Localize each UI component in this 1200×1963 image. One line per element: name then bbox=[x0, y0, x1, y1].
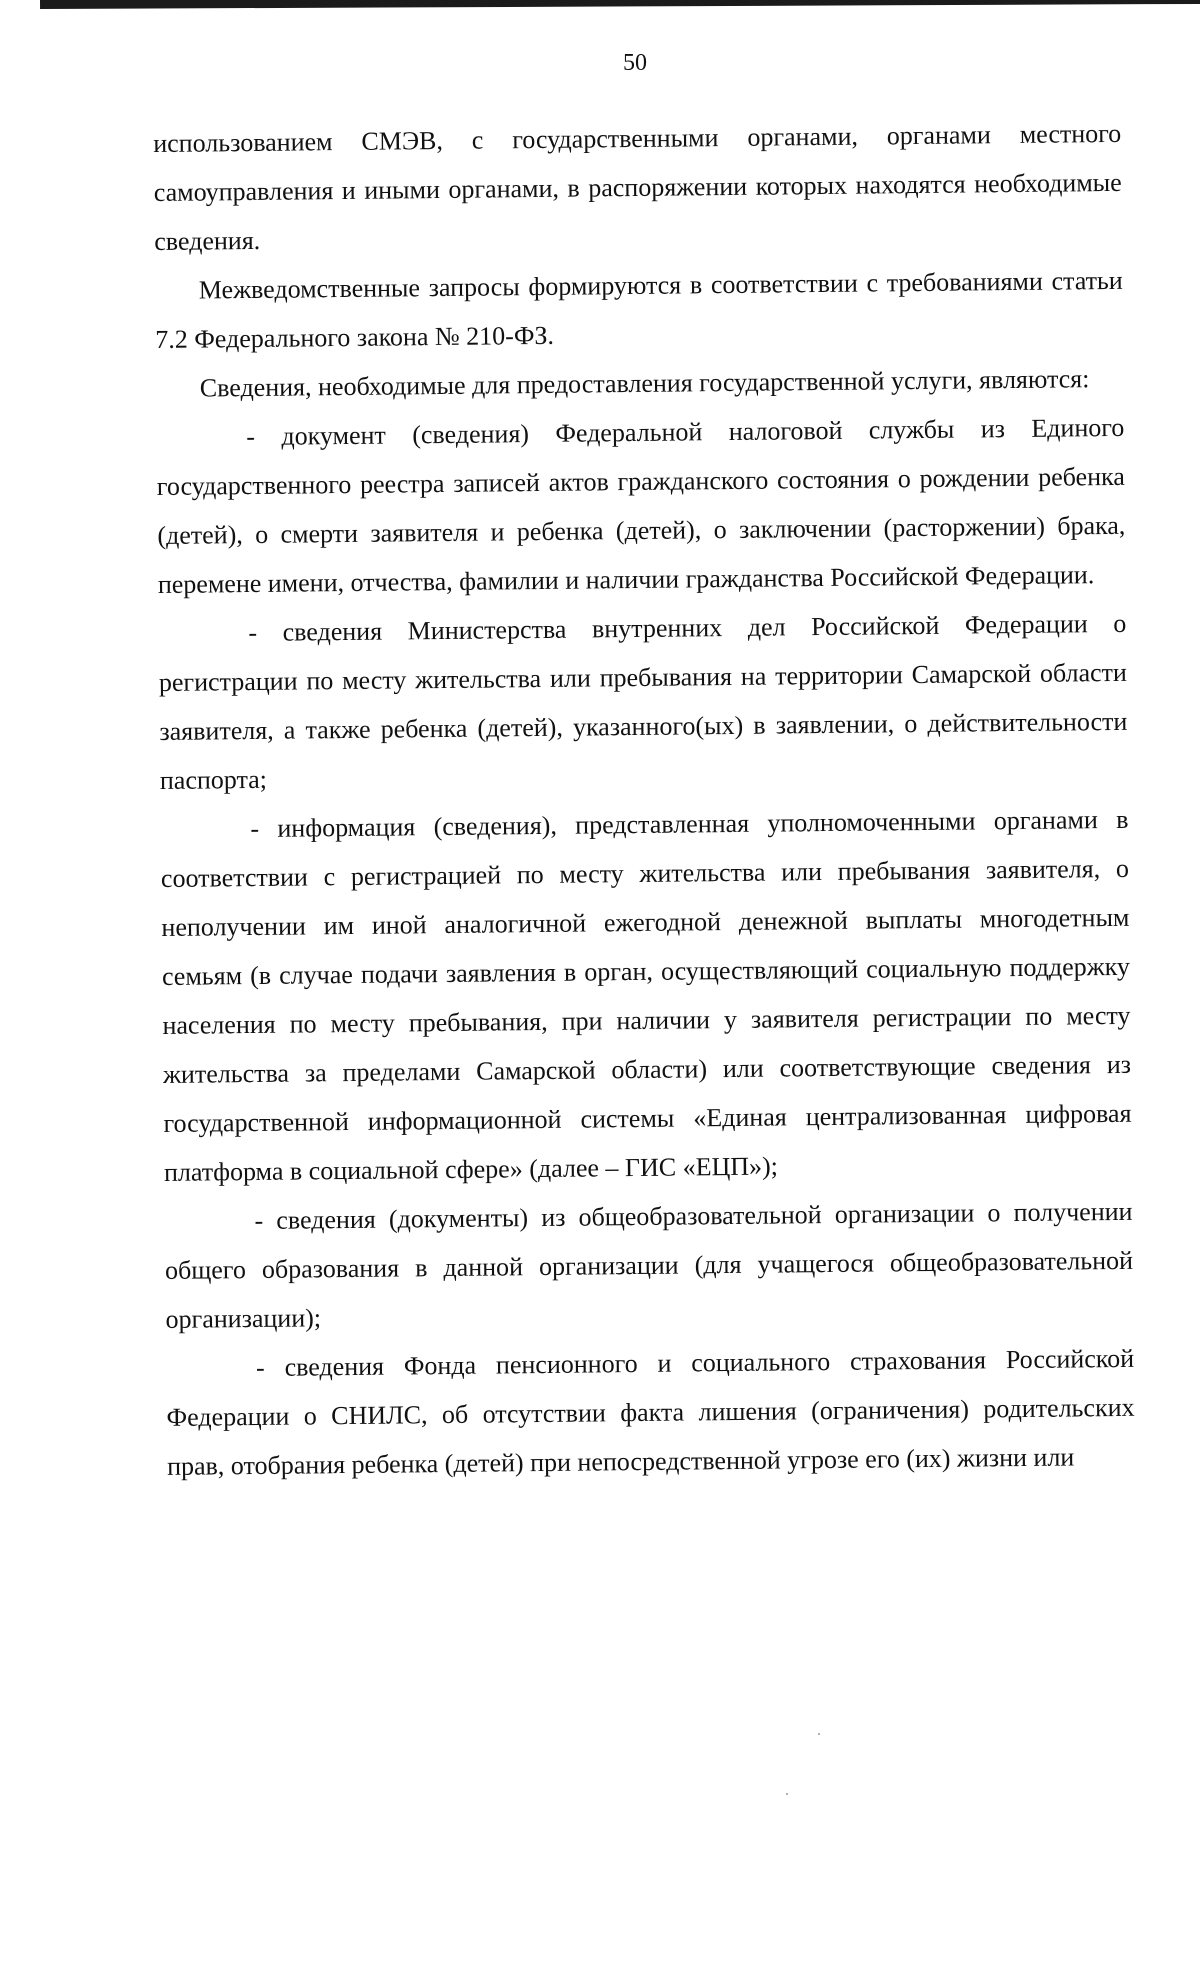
paragraph-continuation: использованием СМЭВ, с государственными органами, органами местного самоуправления и иными органами, в распоряжении которых находятся необходимые сведения. bbox=[153, 118, 1122, 256]
list-item-interior-ministry: - сведения Министерства внутренних дел Российской Федерации о регистрации по месту жительства или пребывания на территории Самарской области заявителя, а также ребенка (детей), указанного(ых) в заявлении, о действительности паспорта; bbox=[158, 608, 1128, 795]
list-item-school: - сведения (документы) из общеобразовательной организации о получении общего образования в данной организации (для учащегося общеобразовательной организации); bbox=[164, 1196, 1134, 1334]
scan-speck bbox=[786, 1793, 788, 1795]
page-number: 50 bbox=[623, 50, 647, 76]
paragraph-interagency-requests: Межведомственные запросы формируются в соответствии с требованиями статьи 7.2 Федерального закона № 210-ФЗ. bbox=[155, 265, 1123, 354]
document-body bbox=[153, 109, 1135, 1491]
list-item-pension-fund: - сведения Фонда пенсионного и социального страхования Российской Федерации о СНИЛС, об отсутствии факта лишения (ограничения) родительских прав, отобрания ребенка (детей) при непосредственной угрозе его (их) жизни или bbox=[166, 1343, 1135, 1481]
scan-speck bbox=[818, 1733, 820, 1735]
scan-top-border bbox=[40, 0, 1200, 9]
list-item-authorized-bodies: - информация (сведения), представленная уполномоченными органами в соответствии с регистрацией по месту жительства или пребывания заявителя, о неполучении им иной аналогичной ежегодной денежной выплаты многодетным семьям (в случае подачи заявления в орган, осуществляющий социальную поддержку населения по месту пребывания, при наличии у заявителя регистрации по месту жительства за пределами Самарской области) или соответствующие сведения из государственной информационной системы «Единая централизованная цифровая платформа в социальной сфере» (далее – ГИС «ЕЦП»); bbox=[160, 804, 1132, 1187]
list-item-tax-service: - документ (сведения) Федеральной налоговой службы из Единого государственного реестра записей актов гражданского состояния о рождении ребенка (детей), о смерти заявителя и ребенка (детей), о заключении (расторжении) брака, перемене имени, отчества, фамилии и наличии гражданства Российской Федерации. bbox=[156, 412, 1126, 599]
paragraph-required-info: Сведения, необходимые для предоставления государственной услуги, являются: bbox=[199, 364, 1090, 403]
